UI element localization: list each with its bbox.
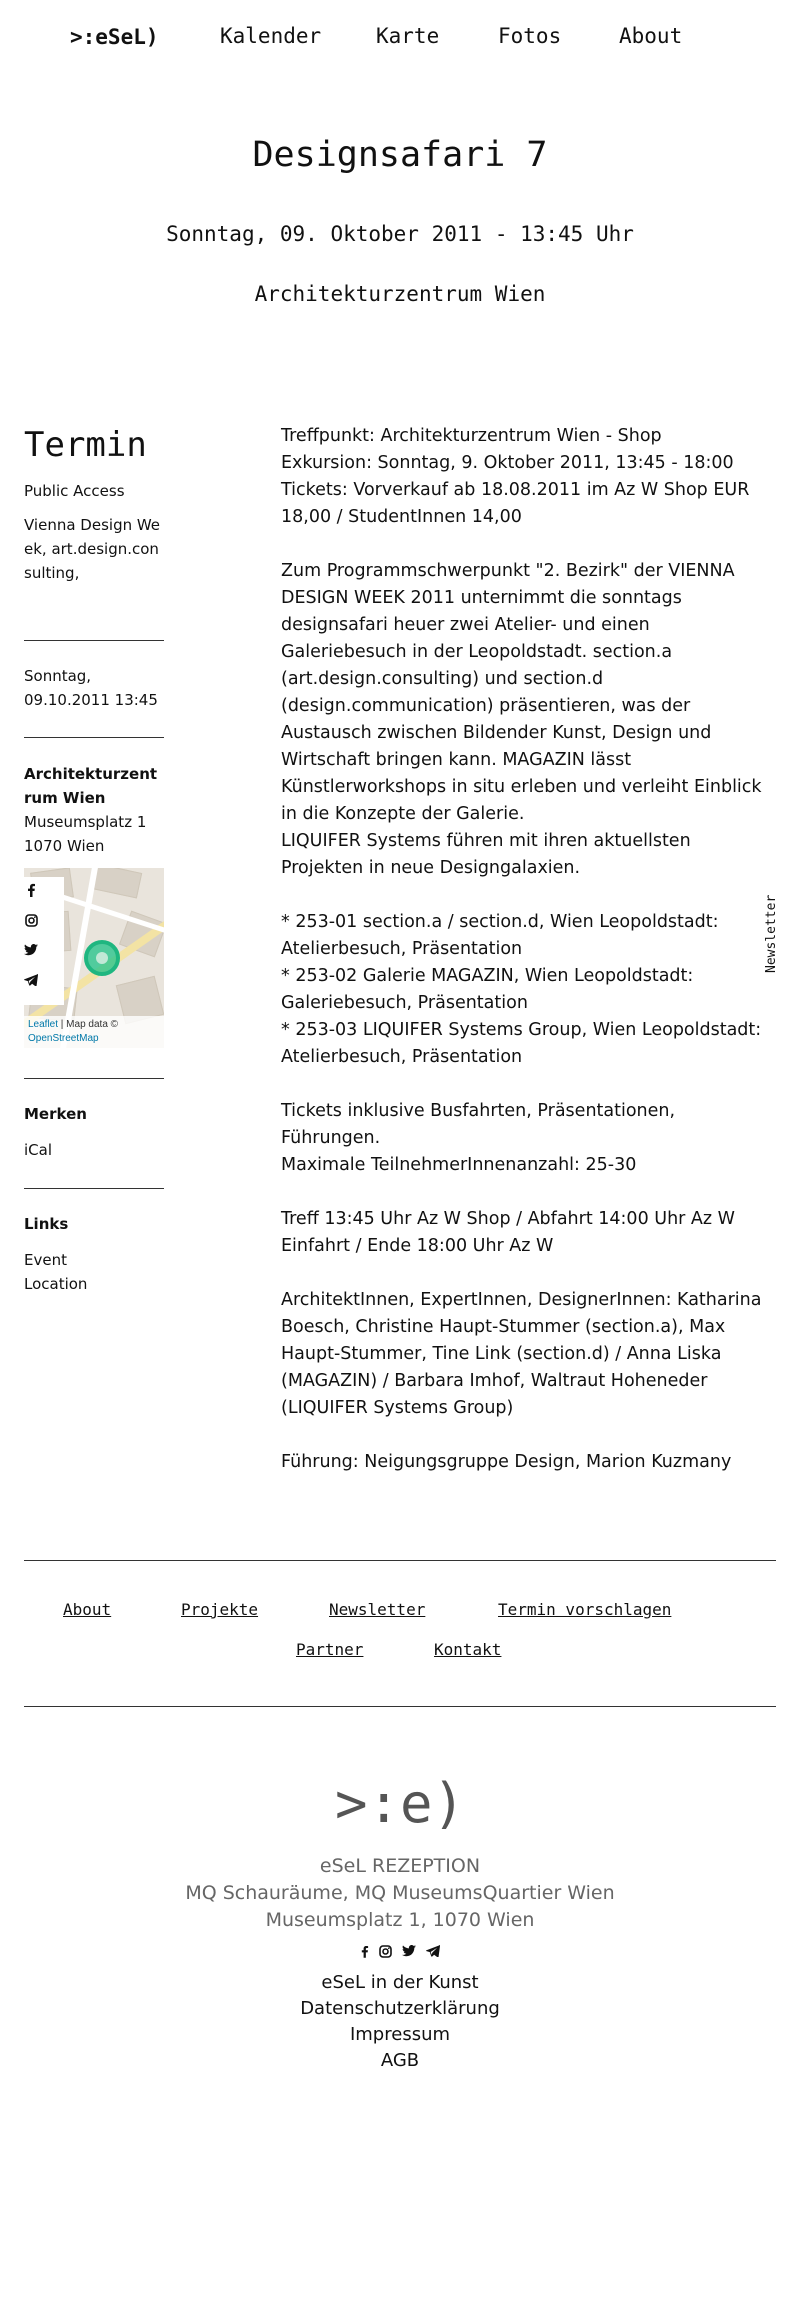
newsletter-tab-label: Newsletter xyxy=(764,894,779,973)
nav-about[interactable]: About xyxy=(619,24,683,48)
text-line: Tickets: Vorverkauf ab 18.08.2011 im Az W Shop EUR 18,00 / StudentInnen 14,00 xyxy=(281,480,750,527)
description-paragraph xyxy=(281,1098,776,1179)
footer-link-termin-vorschlagen[interactable]: Termin vorschlagen xyxy=(498,1600,672,1619)
text-line: Tickets inklusive Busfahrten, Präsentationen, Führungen. xyxy=(281,1101,676,1148)
access-label: Public Access xyxy=(24,482,125,500)
footer-logo[interactable]: >:e) xyxy=(334,1772,466,1835)
text-line: Zum Programmschwerpunkt "2. Bezirk" der VIENNA DESIGN WEEK 2011 unternimmt die sonntags designsafari heuer zwei Atelier- und einen Galeriebesuch in der Leopoldstadt. section.a (art.design.consulting) und section.d (design.communication) präsentieren, was der Austausch zwischen Bildender Kunst, Design und Wirtschaft bringen kann. MAGAZIN lässt Künstlerworkshops in situ erleben und verleiht Einblick in die Konzepte der Galerie. xyxy=(281,561,762,824)
date-line-1: Sonntag, xyxy=(24,667,92,685)
facebook-icon[interactable] xyxy=(360,1945,369,1961)
address-line-1: Museumsplatz 1 xyxy=(24,813,147,831)
description-paragraph xyxy=(281,1449,776,1476)
footer-location: MQ Schauräume, MQ MuseumsQuartier Wien xyxy=(185,1882,615,1904)
divider xyxy=(24,640,164,641)
event-venue: Architekturzentrum Wien xyxy=(254,282,546,306)
sidebar-heading: Termin xyxy=(24,425,147,465)
map-marker-center xyxy=(96,952,108,964)
description-paragraph xyxy=(281,1287,776,1422)
footer-link-impressum[interactable]: Impressum xyxy=(349,2024,451,2045)
sidebar-links xyxy=(24,1212,164,1296)
instagram-icon[interactable] xyxy=(24,913,38,927)
footer-link-esel-in-der-kunst[interactable]: eSeL in der Kunst xyxy=(321,1972,479,1993)
text-line: Treffpunkt: Architekturzentrum Wien - Shop xyxy=(281,426,662,446)
footer-link-datenschutz[interactable]: Datenschutzerklärung xyxy=(300,1998,500,2019)
description-paragraph xyxy=(281,558,776,882)
address-line-2: 1070 Wien xyxy=(24,837,105,855)
footer-link-partner[interactable]: Partner xyxy=(296,1640,364,1659)
footer-link-about[interactable]: About xyxy=(63,1600,112,1619)
telegram-icon[interactable] xyxy=(24,973,38,987)
links-heading: Links xyxy=(24,1215,69,1233)
footer-divider xyxy=(24,1706,776,1707)
description-paragraph xyxy=(281,1206,776,1260)
text-line: LIQUIFER Systems führen mit ihren aktuellsten Projekten in neue Designgalaxien. xyxy=(281,831,691,878)
footer-link-newsletter[interactable]: Newsletter xyxy=(329,1600,426,1619)
map-credit-separator: | Map data © xyxy=(58,1019,119,1030)
leaflet-link[interactable]: Leaflet xyxy=(28,1019,59,1030)
event-title: Designsafari 7 xyxy=(252,135,548,175)
sidebar-date xyxy=(24,664,164,712)
instagram-icon[interactable] xyxy=(379,1945,392,1961)
text-line: Maximale TeilnehmerInnenanzahl: 25-30 xyxy=(281,1155,637,1175)
program-item: * 253-01 section.a / section.d, Wien Leopoldstadt: Atelierbesuch, Präsentation xyxy=(281,912,719,959)
event-link[interactable]: Event xyxy=(24,1251,67,1269)
site-logo[interactable]: >:eSeL) xyxy=(70,25,159,49)
osm-link[interactable]: OpenStreetMap xyxy=(28,1033,99,1044)
ical-link[interactable]: iCal xyxy=(24,1141,53,1159)
organizer: Vienna Design Week, art.design.consulting, xyxy=(24,516,161,582)
footer-social-icons xyxy=(0,1945,800,1961)
footer-link-kontakt[interactable]: Kontakt xyxy=(434,1640,502,1659)
footer-address: Museumsplatz 1, 1070 Wien xyxy=(265,1909,535,1931)
text-line: ArchitektInnen, ExpertInnen, DesignerInnen: Katharina Boesch, Christine Haupt-Stummer (section.a), Max Haupt-Stummer, Tine Link (section.d) / Anna Liska (MAGAZIN) / Barbara Imhof, Waltraut Hoheneder (LIQUIFER Systems Group) xyxy=(281,1290,762,1418)
footer-link-agb[interactable]: AGB xyxy=(380,2050,420,2071)
program-item: * 253-03 LIQUIFER Systems Group, Wien Leopoldstadt: Atelierbesuch, Präsentation xyxy=(281,1020,762,1067)
sidebar-termin xyxy=(24,425,164,585)
program-list xyxy=(281,909,776,1071)
venue-name: Architekturzentrum Wien xyxy=(24,765,158,807)
text-line: Treff 13:45 Uhr Az W Shop / Abfahrt 14:00 Uhr Az W Einfahrt / Ende 18:00 Uhr Az W xyxy=(281,1209,735,1256)
main-nav xyxy=(70,22,800,52)
description-paragraph xyxy=(281,423,776,531)
footer-link-projekte[interactable]: Projekte xyxy=(181,1600,259,1619)
nav-kalender[interactable]: Kalender xyxy=(220,24,322,48)
text-line: Exkursion: Sonntag, 9. Oktober 2011, 13:45 - 18:00 xyxy=(281,453,734,473)
nav-karte[interactable]: Karte xyxy=(376,24,440,48)
text-line: Führung: Neigungsgruppe Design, Marion Kuzmany xyxy=(281,1452,732,1472)
social-share-bar xyxy=(24,877,64,1005)
event-description xyxy=(281,423,776,1503)
map-attribution xyxy=(24,1016,164,1048)
twitter-icon[interactable] xyxy=(402,1945,416,1961)
event-datetime: Sonntag, 09. Oktober 2011 - 13:45 Uhr xyxy=(166,222,634,246)
footer-org: eSeL REZEPTION xyxy=(319,1855,481,1877)
twitter-icon[interactable] xyxy=(24,943,38,957)
date-line-2: 09.10.2011 13:45 xyxy=(24,691,158,709)
telegram-icon[interactable] xyxy=(426,1945,440,1961)
nav-fotos[interactable]: Fotos xyxy=(498,24,562,48)
facebook-icon[interactable] xyxy=(24,883,38,897)
newsletter-tab[interactable] xyxy=(764,895,779,973)
divider xyxy=(24,1078,164,1079)
sidebar-location xyxy=(24,762,164,858)
program-item: * 253-02 Galerie MAGAZIN, Wien Leopoldstadt: Galeriebesuch, Präsentation xyxy=(281,966,694,1013)
footer-divider xyxy=(24,1560,776,1561)
merken-heading: Merken xyxy=(24,1105,87,1123)
divider xyxy=(24,737,164,738)
sidebar-merken xyxy=(24,1102,164,1162)
location-link[interactable]: Location xyxy=(24,1275,88,1293)
divider xyxy=(24,1188,164,1189)
